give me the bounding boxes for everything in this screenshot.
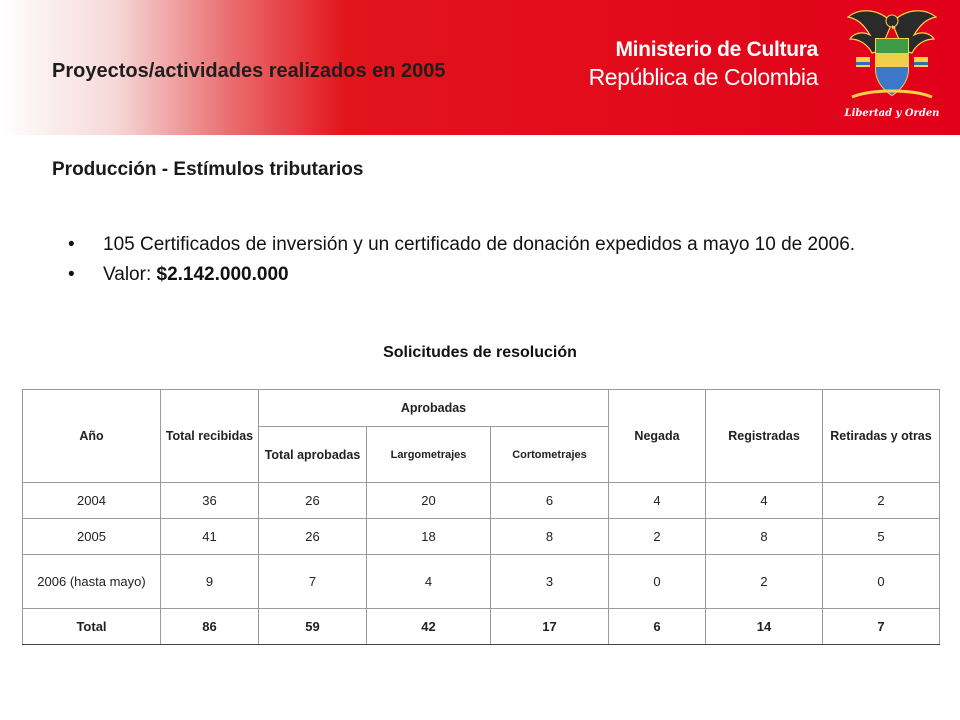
header-anio: Año (23, 390, 161, 483)
table-row (23, 483, 940, 519)
ministry-name: Ministerio de Cultura (615, 38, 818, 61)
header-negada: Negada (609, 390, 706, 483)
cell-total-aprobadas: 26 (259, 483, 367, 519)
header-largometrajes: Largometrajes (367, 427, 491, 483)
cell-largometrajes: 18 (367, 519, 491, 555)
cell-largometrajes: 42 (367, 609, 491, 645)
header-registradas: Registradas (706, 390, 823, 483)
cell-registradas: 2 (706, 555, 823, 609)
bullet-list (62, 234, 920, 294)
cell-total-aprobadas: 59 (259, 609, 367, 645)
bullet-icon: • (68, 234, 75, 255)
value-label: Valor: (103, 264, 157, 285)
section-title: Producción - Estímulos tributarios (52, 159, 364, 180)
bullet-item-certificates (62, 234, 920, 255)
cell-total-aprobadas: 26 (259, 519, 367, 555)
cell-negada: 6 (609, 609, 706, 645)
cell-anio: 2005 (23, 519, 161, 555)
header-retiradas: Retiradas y otras (823, 390, 940, 483)
cell-anio: 2004 (23, 483, 161, 519)
coat-of-arms-logo (842, 5, 942, 130)
cell-negada: 2 (609, 519, 706, 555)
cell-anio: Total (23, 609, 161, 645)
cell-registradas: 8 (706, 519, 823, 555)
ministry-country: República de Colombia (588, 64, 818, 90)
bullet-icon: • (68, 264, 75, 285)
table-row (23, 519, 940, 555)
header-aprobadas: Aprobadas (259, 390, 609, 427)
cell-cortometrajes: 3 (491, 555, 609, 609)
header-total-aprobadas: Total aprobadas (259, 427, 367, 483)
table-title: Solicitudes de resolución (383, 344, 577, 361)
cell-anio: 2006 (hasta mayo) (23, 555, 161, 609)
cell-retiradas: 2 (823, 483, 940, 519)
cell-negada: 0 (609, 555, 706, 609)
cell-total-recibidas: 41 (161, 519, 259, 555)
cell-registradas: 14 (706, 609, 823, 645)
cell-cortometrajes: 8 (491, 519, 609, 555)
ministry-block (589, 38, 818, 91)
table-row (23, 555, 940, 609)
cell-cortometrajes: 17 (491, 609, 609, 645)
page-title: Proyectos/actividades realizados en 2005 (52, 60, 446, 82)
cell-total-aprobadas: 7 (259, 555, 367, 609)
cell-total-recibidas: 86 (161, 609, 259, 645)
cell-cortometrajes: 6 (491, 483, 609, 519)
table-header-row (23, 390, 940, 427)
cell-total-recibidas: 9 (161, 555, 259, 609)
seal-motto: Libertad y Orden (844, 108, 940, 119)
resolutions-table (22, 389, 940, 645)
cell-largometrajes: 4 (367, 555, 491, 609)
cell-retiradas: 5 (823, 519, 940, 555)
bullet-text-certificates: 105 Certificados de inversión y un certificado de donación expedidos a mayo 10 de 2006. (103, 234, 856, 255)
header-total-recibidas: Total recibidas (161, 390, 259, 483)
value-amount: $2.142.000.000 (156, 264, 289, 285)
cell-retiradas: 0 (823, 555, 940, 609)
cell-negada: 4 (609, 483, 706, 519)
table-total-row (23, 609, 940, 645)
cell-registradas: 4 (706, 483, 823, 519)
header-banner (0, 0, 960, 135)
header-cortometrajes: Cortometrajes (491, 427, 609, 483)
cell-largometrajes: 20 (367, 483, 491, 519)
cell-total-recibidas: 36 (161, 483, 259, 519)
coat-of-arms-icon (842, 5, 942, 105)
bullet-item-value (62, 264, 920, 285)
cell-retiradas: 7 (823, 609, 940, 645)
